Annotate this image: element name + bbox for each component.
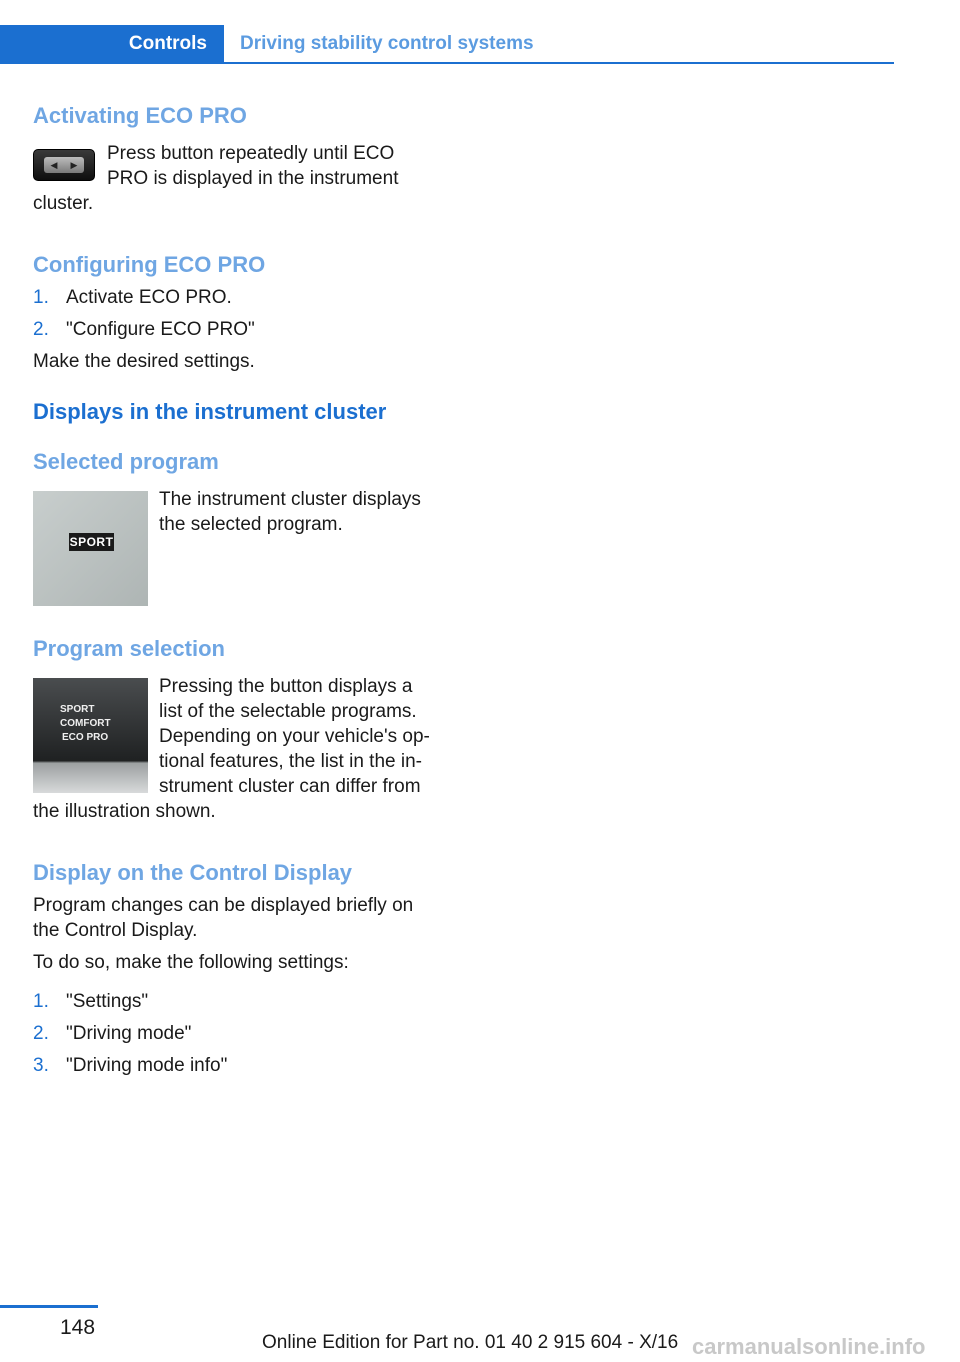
selected-program-image bbox=[33, 491, 148, 606]
list-text: Activate ECO PRO. bbox=[66, 287, 232, 308]
heading-selected-program: Selected program bbox=[33, 449, 219, 474]
tab-chapter[interactable] bbox=[0, 25, 224, 62]
program-list-image bbox=[33, 678, 148, 793]
program-list-item: ECO PRO bbox=[62, 732, 109, 743]
tab-chapter-label: Controls bbox=[128, 32, 207, 54]
sport-badge: SPORT bbox=[69, 535, 114, 549]
list-number: 1. bbox=[33, 287, 49, 308]
list-item bbox=[33, 1053, 227, 1078]
heading-displays-instrument-cluster: Displays in the instrument cluster bbox=[33, 399, 387, 424]
program-list-item: SPORT bbox=[60, 704, 95, 715]
list-number: 3. bbox=[33, 1055, 49, 1076]
configuring-after-text: Make the desired settings. bbox=[33, 351, 255, 372]
control-display-text-1: Program changes can be displayed briefly on bbox=[33, 895, 414, 916]
list-item bbox=[33, 317, 255, 342]
list-text: "Configure ECO PRO" bbox=[66, 319, 255, 340]
activating-text-1: Press button repeatedly until ECO bbox=[107, 143, 395, 164]
arrow-left-icon: ◀ bbox=[50, 159, 58, 170]
program-selection-text-1: Pressing the button displays a bbox=[159, 676, 413, 697]
list-item bbox=[33, 989, 148, 1014]
list-number: 2. bbox=[33, 319, 49, 340]
activating-text-2: PRO is displayed in the instrument bbox=[107, 168, 399, 189]
heading-configuring-eco-pro: Configuring ECO PRO bbox=[33, 252, 266, 277]
program-selection-text-2: list of the selectable programs. bbox=[159, 701, 417, 722]
program-selection-text-5: strument cluster can differ from bbox=[159, 776, 421, 797]
program-selection-text-4: tional features, the list in the in‐ bbox=[159, 751, 422, 772]
heading-control-display: Display on the Control Display bbox=[33, 860, 353, 885]
program-selection-text-3: Depending on your vehicle's op‐ bbox=[159, 726, 430, 747]
edition-text: Online Edition for Part no. 01 40 2 915 604 - X/16 bbox=[262, 1332, 679, 1353]
watermark: carmanualsonline.info bbox=[692, 1334, 926, 1359]
selected-text-1: The instrument cluster displays bbox=[159, 489, 421, 510]
list-item bbox=[33, 1021, 191, 1046]
tab-section[interactable] bbox=[240, 25, 534, 62]
list-number: 1. bbox=[33, 991, 49, 1012]
selected-text-2: the selected program. bbox=[159, 514, 343, 535]
list-item bbox=[33, 285, 232, 310]
arrow-right-icon: ▶ bbox=[70, 159, 78, 170]
list-text: "Driving mode" bbox=[66, 1023, 192, 1044]
program-list-item: COMFORT bbox=[60, 718, 111, 729]
control-display-text-3: To do so, make the following settings: bbox=[33, 952, 349, 973]
footer-line bbox=[0, 1305, 98, 1308]
tab-section-label: Driving stability control systems bbox=[240, 32, 534, 54]
program-selection-text-6: the illustration shown. bbox=[33, 801, 216, 822]
heading-program-selection: Program selection bbox=[33, 636, 225, 661]
list-text: "Driving mode info" bbox=[66, 1055, 228, 1076]
control-display-text-2: the Control Display. bbox=[33, 920, 198, 941]
activating-text-3: cluster. bbox=[33, 193, 94, 214]
driving-mode-button-icon bbox=[33, 149, 95, 181]
page-number: 148 bbox=[60, 1316, 96, 1339]
list-number: 2. bbox=[33, 1023, 49, 1044]
list-text: "Settings" bbox=[66, 991, 149, 1012]
heading-activating-eco-pro: Activating ECO PRO bbox=[33, 103, 247, 128]
